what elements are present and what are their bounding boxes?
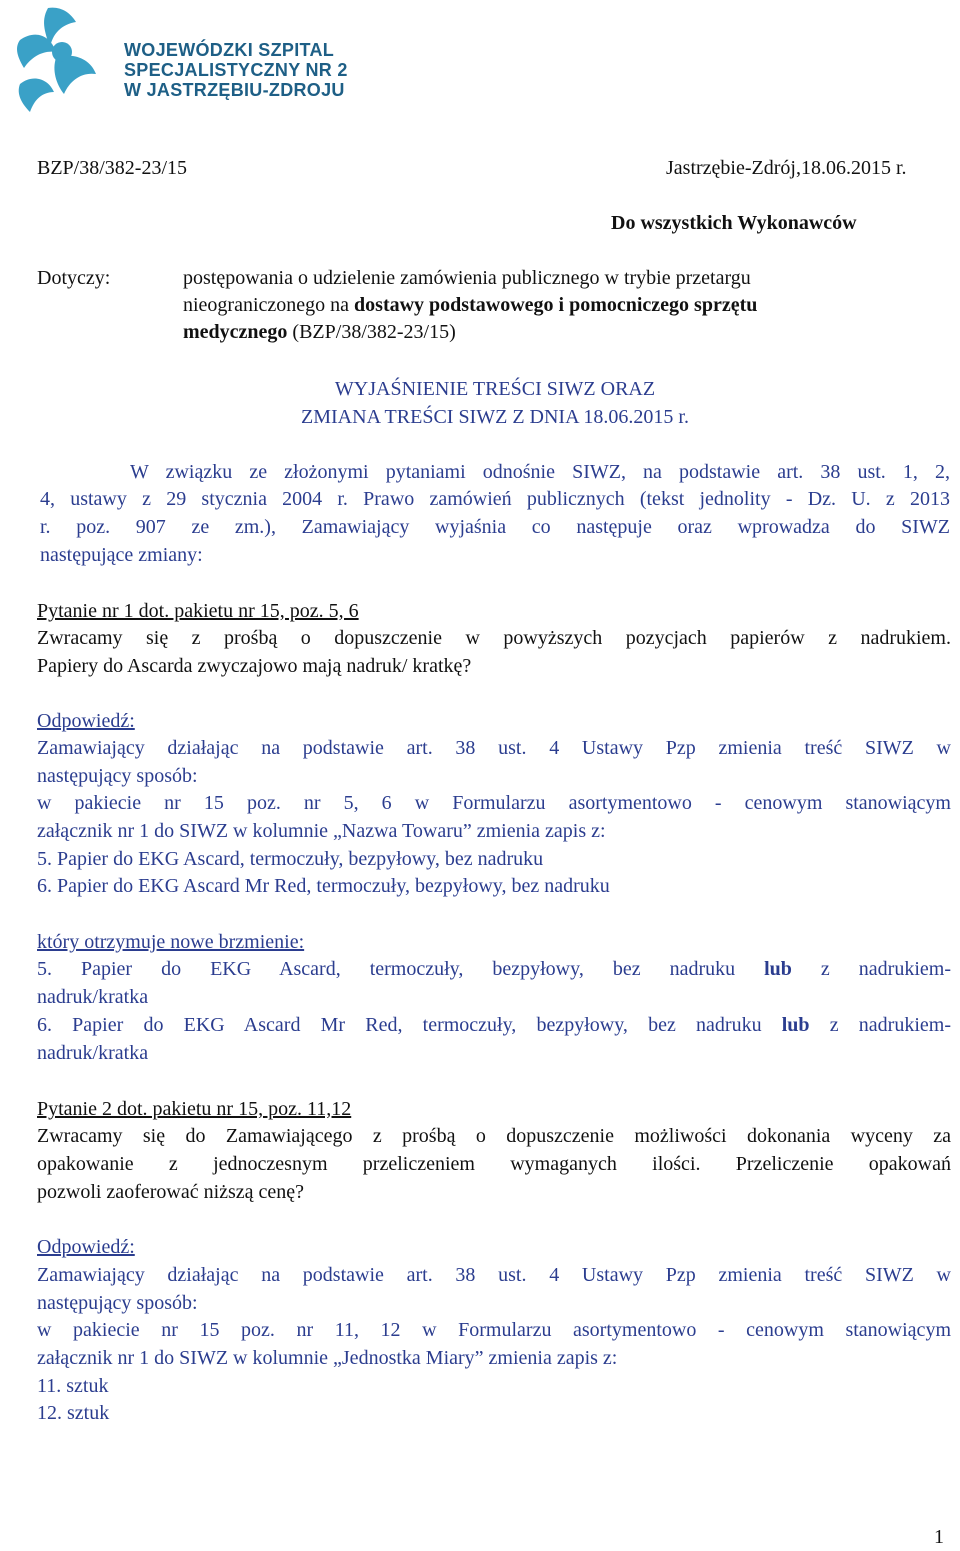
logo-line-1: WOJEWÓDZKI SZPITAL [124, 40, 335, 60]
subject-line-2-plain: nieograniczonego na [183, 294, 355, 316]
subject-line-2-bold: dostawy podstawowego i pomocniczego sprzętu [354, 294, 758, 316]
q2-answer-2: następujący sposób: [37, 1292, 198, 1314]
q2-answer-label: Odpowiedź: [37, 1236, 135, 1258]
subject-line-3 [183, 318, 456, 346]
subject-line-3-plain: (BZP/38/382-23/15) [287, 321, 456, 343]
q2-text-2: opakowanie z jednoczesnym przeliczeniem wymaganych ilości. Przeliczenie opakowań [37, 1153, 951, 1175]
q2-text-1: Zwracamy się do Zamawiającego z prośbą o dopuszczenie możliwości dokonania wyceny za [37, 1125, 951, 1147]
q1-new-item-2 [37, 1011, 951, 1039]
intro-line-3: r. poz. 907 ze zm.), Zamawiający wyjaśnia co następuje oraz wprowadza do SIWZ [40, 516, 950, 538]
q1-new-item-2-cont: nadruk/kratka [37, 1042, 149, 1064]
logo-line-3: W JASTRZĘBIU-ZDROJU [124, 80, 345, 100]
intro-line-4: następujące zmiany: [40, 544, 203, 566]
q1-new-item-2-text: 6. Papier do EKG Ascard Mr Red, termoczuły, bezpyłowy, bez nadruku [37, 1014, 782, 1036]
reference-number: BZP/38/382-23/15 [37, 157, 188, 179]
q1-new-item-1-suffix: z nadrukiem- [791, 958, 951, 980]
page-number: 1 [934, 1526, 944, 1548]
q1-answer-2: następujący sposób: [37, 765, 198, 787]
q1-old-item-2: 6. Papier do EKG Ascard Mr Red, termoczuły, bezpyłowy, bez nadruku [37, 875, 610, 897]
q1-new-item-1-or: lub [764, 958, 792, 980]
q1-answer-3: w pakiecie nr 15 poz. nr 5, 6 w Formularzu asortymentowo - cenowym stanowiącym [37, 792, 951, 814]
q2-heading: Pytanie 2 dot. pakietu nr 15, poz. 11,12 [37, 1098, 352, 1120]
q1-new-item-1-cont: nadruk/kratka [37, 986, 149, 1008]
q1-new-item-2-or: lub [781, 1014, 810, 1036]
q1-new-item-2-suffix: z nadrukiem- [809, 1014, 951, 1036]
q1-text-1: Zwracamy się z prośbą o dopuszczenie w powyższych pozycjach papierów z nadrukiem. [37, 627, 951, 649]
subject-line-3-bold: medycznego [183, 321, 288, 343]
q1-new-item-1-text: 5. Papier do EKG Ascard, termoczuły, bezpyłowy, bez nadruku [37, 958, 765, 980]
q1-new-label: który otrzymuje nowe brzmienie: [37, 931, 305, 953]
q2-answer-4: załącznik nr 1 do SIWZ w kolumnie „Jednostka Miary” zmienia zapis z: [37, 1347, 618, 1369]
intro-line-1: W związku ze złożonymi pytaniami odnośnie SIWZ, na podstawie art. 38 ust. 1, 2, [130, 461, 950, 483]
q1-answer-1: Zamawiający działając na podstawie art. 38 ust. 4 Ustawy Pzp zmienia treść SIWZ w [37, 737, 951, 759]
subject-label: Dotyczy: [37, 267, 111, 289]
q2-answer-1: Zamawiający działając na podstawie art. 38 ust. 4 Ustawy Pzp zmienia treść SIWZ w [37, 1264, 951, 1286]
q2-item-1: 11. sztuk [37, 1375, 109, 1397]
q1-answer-4: załącznik nr 1 do SIWZ w kolumnie „Nazwa Towaru” zmienia zapis z: [37, 820, 606, 842]
subject-line-1: postępowania o udzielenie zamówienia publicznego w trybie przetargu [183, 267, 751, 289]
q2-text-3: pozwoli zaoferować niższą cenę? [37, 1181, 305, 1203]
q1-heading: Pytanie nr 1 dot. pakietu nr 15, poz. 5, 6 [37, 600, 359, 622]
place-date: Jastrzębie-Zdrój,18.06.2015 r. [666, 157, 907, 179]
q1-text-2: Papiery do Ascarda zwyczajowo mają nadruk/ kratkę? [37, 655, 472, 677]
subject-line-2 [183, 291, 757, 319]
q1-old-item-1: 5. Papier do EKG Ascard, termoczuły, bezpyłowy, bez nadruku [37, 848, 544, 870]
q1-answer-label: Odpowiedź: [37, 710, 135, 732]
logo-mark-icon [0, 0, 120, 120]
recipient: Do wszystkich Wykonawców [611, 212, 857, 234]
q1-new-item-1 [37, 955, 951, 983]
q2-answer-3: w pakiecie nr 15 poz. nr 11, 12 w Formularzu asortymentowo - cenowym stanowiącym [37, 1319, 951, 1341]
q2-item-2: 12. sztuk [37, 1402, 110, 1424]
hospital-logo [0, 0, 380, 120]
title-line-2: ZMIANA TREŚCI SIWZ Z DNIA 18.06.2015 r. [301, 406, 689, 428]
intro-line-2: 4, ustawy z 29 stycznia 2004 r. Prawo zamówień publicznych (tekst jednolity - Dz. U. z 2013 [40, 488, 950, 510]
logo-line-2: SPECJALISTYCZNY NR 2 [124, 60, 348, 80]
title-line-1: WYJAŚNIENIE TREŚCI SIWZ ORAZ [334, 378, 656, 400]
